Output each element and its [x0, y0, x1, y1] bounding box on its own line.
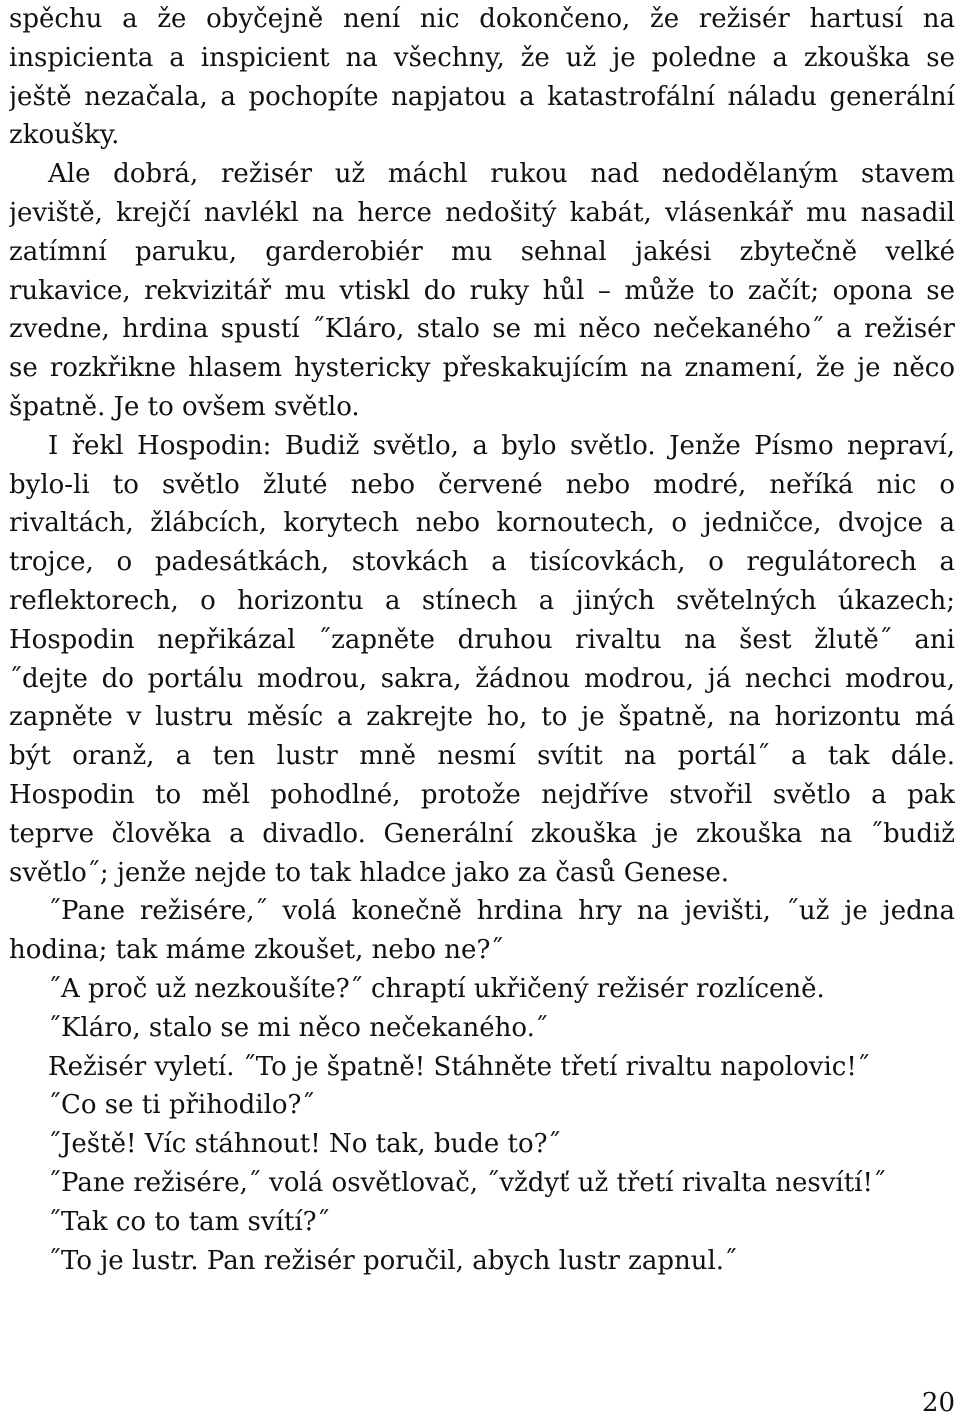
text-line: ˝To je lustr. Pan režisér poručil, abych lustr zapnul.˝	[48, 1245, 738, 1276]
text-line: ˝dejte do portálu modrou, sakra, žádnou modrou, já nechci modrou,	[9, 663, 955, 694]
text-line: ˝Kláro, stalo se mi něco nečekaného.˝	[48, 1012, 548, 1043]
text-line: ˝A proč už nezkoušíte?˝ chraptí ukřičený režisér rozlíceně.	[48, 973, 825, 1004]
text-line: teprve člověka a divadlo. Generální zkouška je zkouška na ˝budiž	[9, 818, 955, 849]
text-line: zkoušky.	[9, 120, 120, 151]
text-line: ˝Ještě! Víc stáhnout! No tak, bude to?˝	[48, 1129, 561, 1160]
text-line: I řekl Hospodin: Budiž světlo, a bylo světlo. Jenže Písmo nepraví,	[48, 430, 955, 461]
text-line: reflektorech, o horizontu a stínech a jiných světelných úkazech;	[9, 585, 955, 616]
text-line: ˝Tak co to tam svítí?˝	[48, 1206, 330, 1237]
text-line: inspicienta a inspicient na všechny, že už je poledne a zkouška se	[9, 42, 955, 73]
text-line: Ale dobrá, režisér už máchl rukou nad nedodělaným stavem	[48, 159, 955, 190]
text-line: Hospodin to měl pohodlné, protože nejdříve stvořil světlo a pak	[9, 779, 955, 810]
text-line: bylo-li to světlo žluté nebo červené nebo modré, neříká nic o	[9, 469, 955, 500]
text-line: ˝Pane režisére,˝ volá osvětlovač, ˝vždyť už třetí rivalta nesvítí!˝	[48, 1167, 886, 1198]
body-text	[9, 0, 955, 1280]
text-line: ˝Pane režisére,˝ volá konečně hrdina hry na jevišti, ˝už je jedna	[48, 896, 955, 927]
text-line: zvedne, hrdina spustí ˝Kláro, stalo se mi něco nečekaného˝ a režisér	[9, 314, 955, 345]
text-line: být oranž, a ten lustr mně nesmí svítit na portál˝ a tak dále.	[9, 741, 955, 772]
text-line: jeviště, krejčí navlékl na herce nedošitý kabát, vlásenkář mu nasadil	[9, 197, 955, 228]
text-line: hodina; tak máme zkoušet, nebo ne?˝	[9, 935, 504, 966]
text-line: zapněte v lustru měsíc a zakrejte ho, to je špatně, na horizontu má	[9, 702, 955, 733]
text-line: spěchu a že obyčejně není nic dokončeno, že režisér hartusí na	[9, 4, 955, 34]
text-line: trojce, o padesátkách, stovkách a tisícovkách, o regulátorech a	[9, 547, 955, 578]
text-line: rukavice, rekvizitář mu vtiskl do ruky hůl – může to začít; opona se	[9, 275, 955, 306]
text-line: Hospodin nepřikázal ˝zapněte druhou rivaltu na šest žlutě˝ ani	[9, 624, 955, 655]
text-line: ˝Co se ti přihodilo?˝	[48, 1090, 315, 1121]
page-number: 20	[921, 1388, 955, 1418]
text-line: rivaltách, žlábcích, korytech nebo kornoutech, o jedničce, dvojce a	[9, 508, 955, 539]
text-line: Režisér vyletí. ˝To je špatně! Stáhněte třetí rivaltu napolovic!˝	[48, 1051, 870, 1082]
text-line: se rozkřikne hlasem hystericky přeskakujícím na znamení, že je něco	[9, 353, 955, 384]
text-line: světlo˝; jenže nejde to tak hladce jako za časů Genese.	[9, 857, 730, 888]
text-line: ještě nezačala, a pochopíte napjatou a katastrofální náladu generální	[9, 81, 955, 112]
text-line: zatímní paruku, garderobiér mu sehnal jakési zbytečně velké	[9, 236, 955, 267]
text-line: špatně. Je to ovšem světlo.	[9, 391, 360, 422]
